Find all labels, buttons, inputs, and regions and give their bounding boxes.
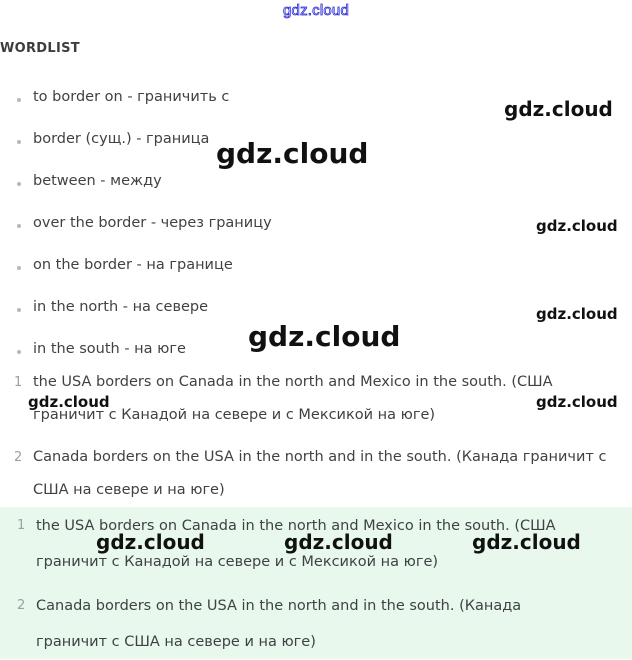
watermark: gdz.cloud [536,305,618,323]
example-1 [14,366,553,432]
wordlist-item: to border on - граничить с [33,89,230,105]
watermark: gdz.cloud [472,530,581,554]
watermark: gdz.cloud [28,393,110,411]
watermark: gdz.cloud [248,320,401,353]
watermark: gdz.cloud [536,393,618,411]
watermark: gdz.cloud [216,137,369,170]
wordlist-heading: WORDLIST [0,41,80,56]
example-text-line: the USA borders on Canada in the north and Mexico in the south. (США [33,374,553,390]
answer-number: 1 [17,518,26,533]
wordlist-item: on the border - на границе [33,257,233,273]
answer-text-line: Canada borders on the USA in the north and in the south. (Канада [36,598,522,614]
watermark: gdz.cloud [284,530,393,554]
watermark: gdz.cloud [96,530,205,554]
answer-text-line: граничит с США на севере и на юге) [36,634,316,650]
answer-text-line: the USA borders on Canada in the north and Mexico in the south. (США [36,518,556,534]
example-2 [14,441,607,507]
answer-text-line: граничит с Канадой на севере и с Мексикой на юге) [36,554,439,570]
watermark: gdz.cloud [504,97,613,121]
wordlist-item: in the north - на севере [33,299,209,315]
answer-2 [17,588,522,660]
watermark: gdz.cloud [536,217,618,235]
example-number: 2 [14,450,23,465]
example-text-line: США на севере и на юге) [33,482,225,498]
example-number: 1 [14,375,23,390]
example-text-line: Canada borders on the USA in the north and in the south. (Канада граничит с [33,449,607,465]
wordlist-item: border (сущ.) - граница [33,131,210,147]
watermark-top: gdz.cloud [282,2,349,19]
example-text-line: граничит с Канадой на севере и с Мексикой на юге) [33,407,436,423]
answer-number: 2 [17,598,26,613]
wordlist-item: over the border - через границу [33,215,272,231]
wordlist-item: in the south - на юге [33,341,186,357]
wordlist-item: between - между [33,173,162,189]
